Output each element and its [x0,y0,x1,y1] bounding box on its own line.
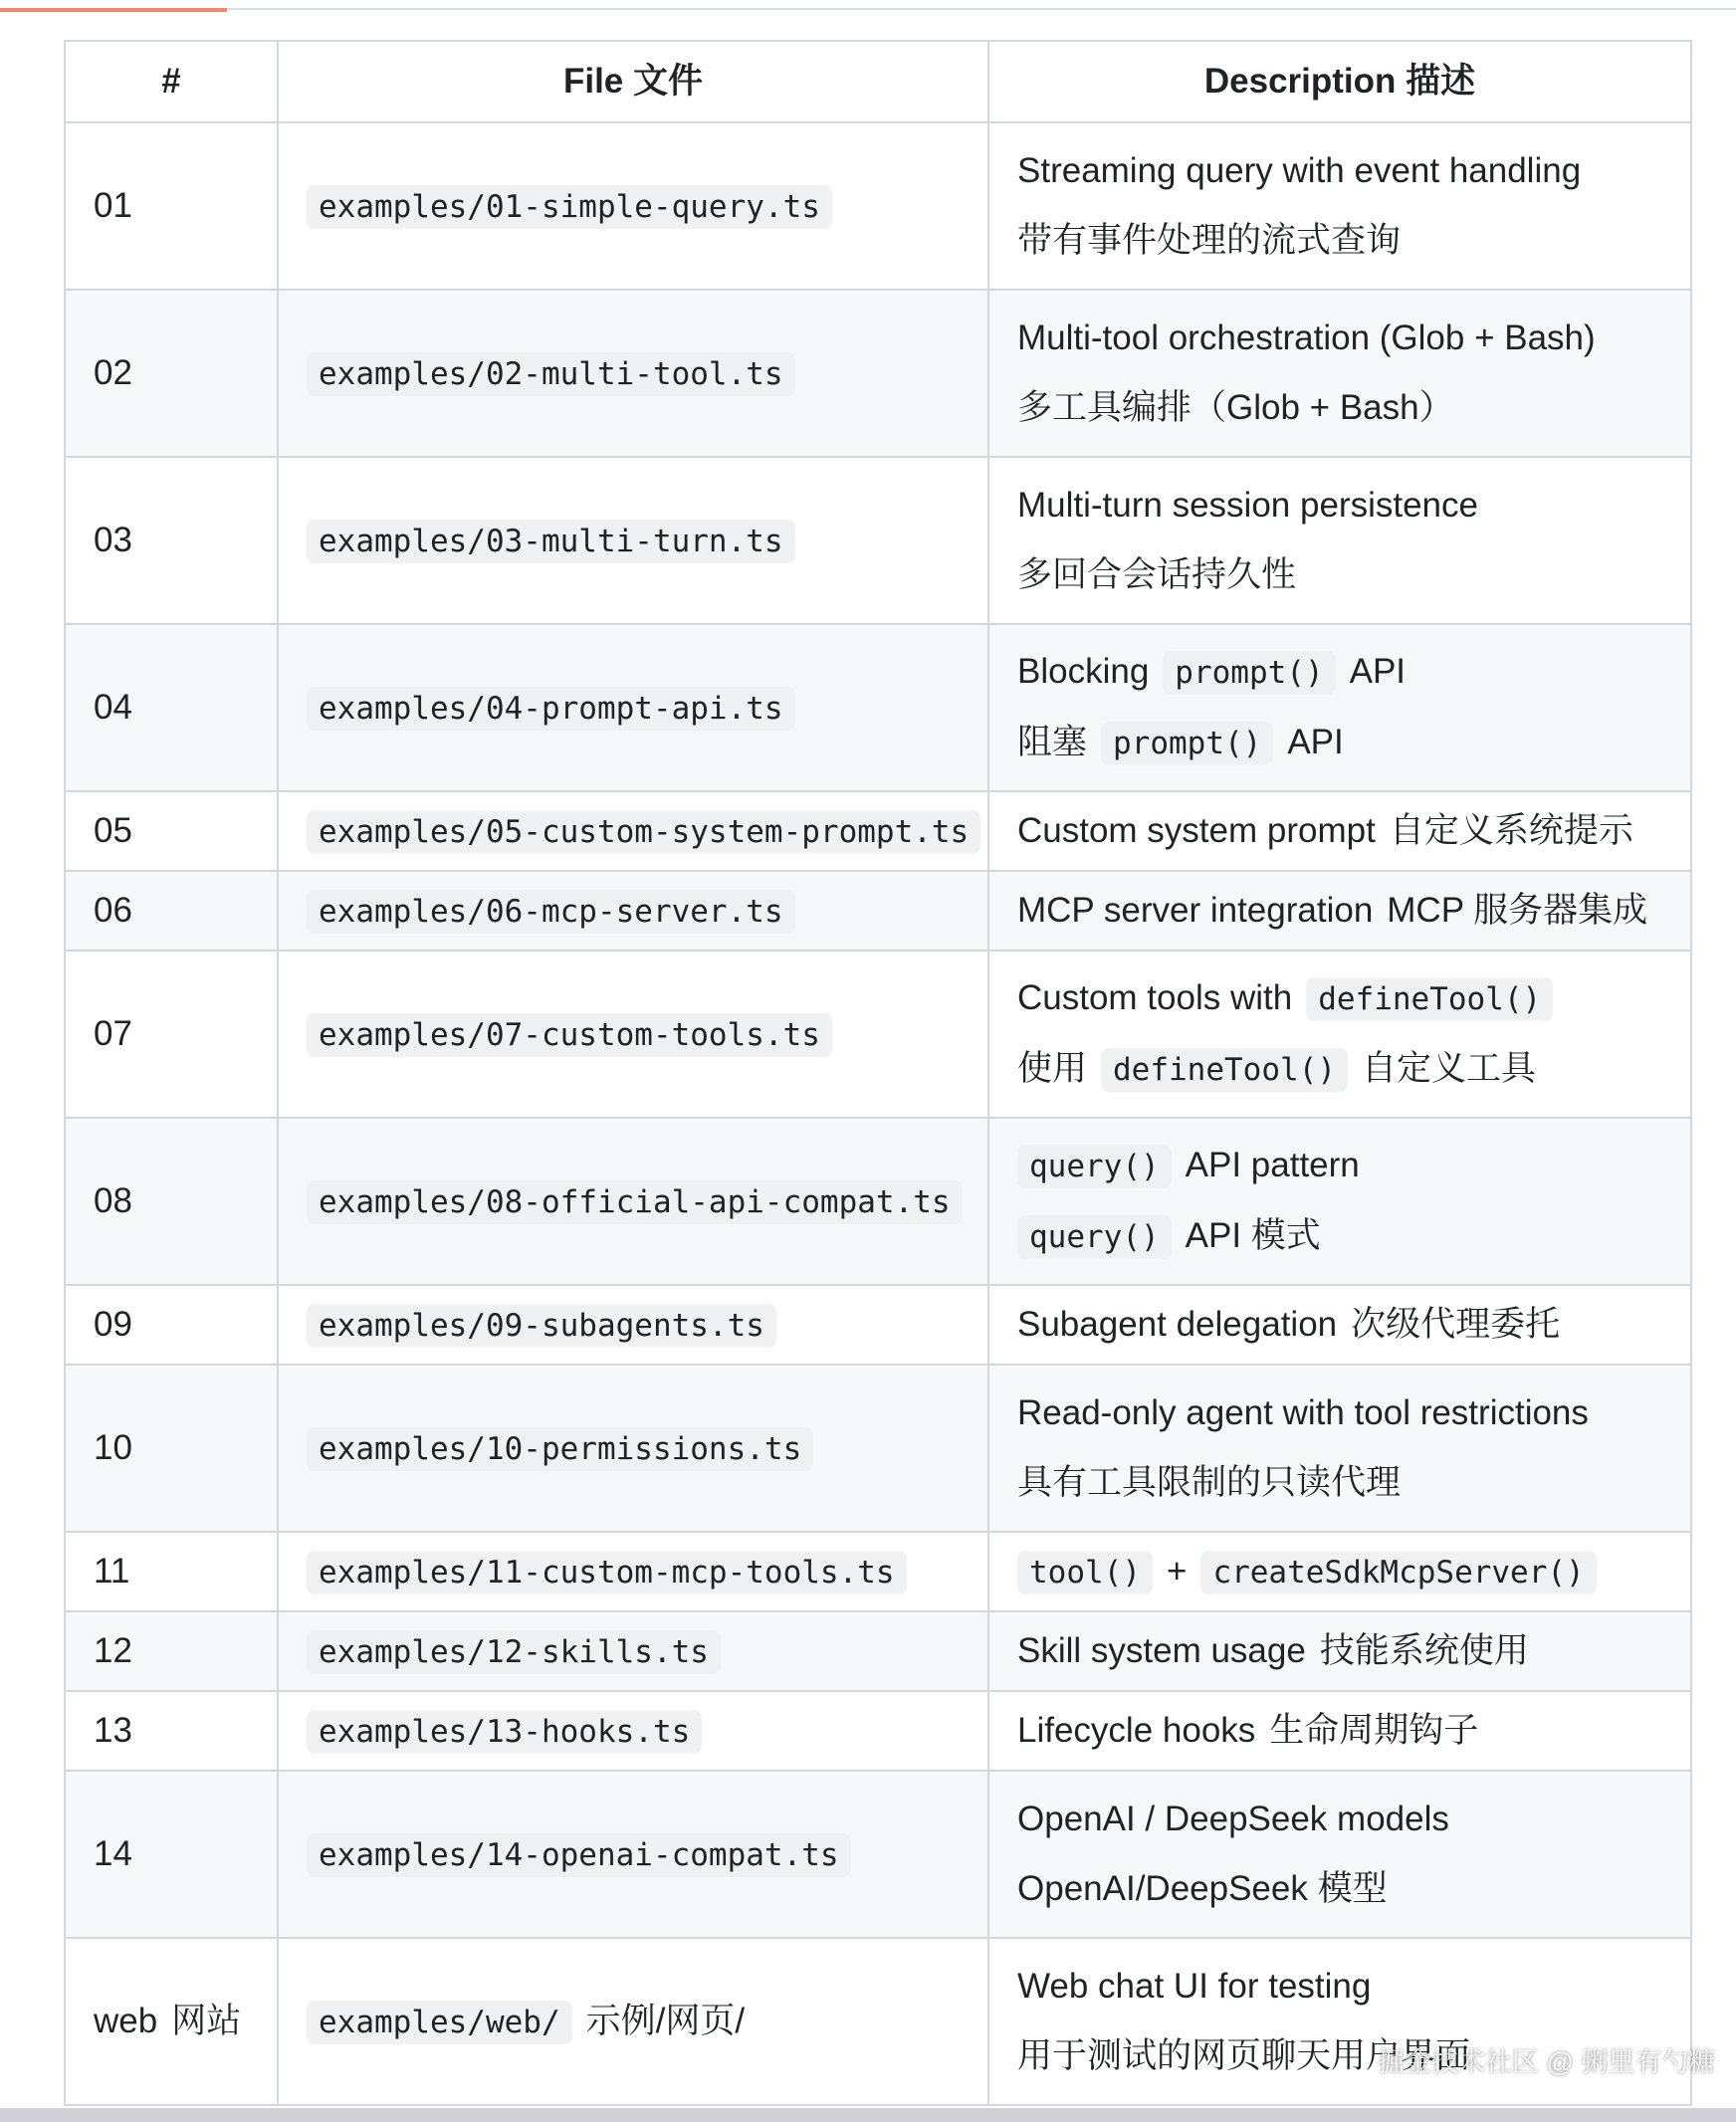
description-text: 自定义工具 [1361,1049,1536,1088]
description-line [1017,1696,1662,1766]
description-cell [988,1611,1691,1691]
description-text: Blocking [1017,652,1150,691]
description-zh: 次级代理委托 [1351,1305,1561,1344]
description-en: Lifecycle hooks [1017,1711,1256,1750]
row-label-zh: 网站 [171,2002,242,2040]
description-zh: 生命周期钩子 [1269,1711,1479,1750]
inline-code: prompt() [1101,722,1273,765]
watermark: 掘金技术社区 @ 粥里有勺糖 [1378,2047,1716,2077]
file-path-code: examples/web/ [307,2001,572,2044]
header-row [65,41,1691,122]
inline-code: tool() [1017,1551,1153,1594]
file-path-code: examples/14-openai-compat.ts [307,1833,851,1877]
examples-table [64,40,1692,2106]
description-cell [988,457,1691,624]
description-zh [1017,1034,1662,1105]
row-number: 11 [65,1532,278,1611]
description-text: API 模式 [1185,1216,1321,1255]
inline-code: query() [1017,1215,1172,1259]
file-path-code: examples/06-mcp-server.ts [307,890,795,934]
description-en: Read-only agent with tool restrictions [1017,1393,1589,1432]
description-line [1017,1537,1662,1607]
file-label-zh: 示例/网页/ [585,2001,746,2040]
table-row [65,1938,1691,2105]
description-cell [988,1532,1691,1611]
file-cell [278,1938,988,2105]
file-path-code: examples/07-custom-tools.ts [307,1013,832,1057]
description-en [1017,637,1662,708]
table-row [65,1691,1691,1771]
description-en: Custom system prompt [1017,811,1376,850]
file-cell [278,1285,988,1365]
description-line [1017,796,1662,866]
file-cell [278,951,988,1118]
description-en: Web chat UI for testing [1017,1967,1372,2006]
bottom-edge-bar [0,2108,1736,2122]
table-row [65,457,1691,624]
table-row [65,290,1691,457]
table-row [65,791,1691,871]
file-path-code: examples/09-subagents.ts [307,1304,776,1348]
file-path-code: examples/01-simple-query.ts [307,185,832,229]
file-cell [278,122,988,290]
description-zh [1017,708,1662,778]
top-divider [0,8,1736,10]
row-number: 09 [65,1285,278,1365]
description-cell [988,1365,1691,1532]
description-text: API [1349,652,1407,691]
inline-code: defineTool() [1101,1048,1348,1092]
description-text: 使用 [1017,1049,1088,1088]
description-en [1017,1131,1662,1201]
inline-code: createSdkMcpServer() [1200,1551,1596,1594]
description-cell [988,290,1691,457]
file-path-code: examples/03-multi-turn.ts [307,520,795,563]
description-cell [988,1285,1691,1365]
file-cell [278,624,988,791]
table-row [65,624,1691,791]
description-line [1017,1290,1662,1360]
description-en: Multi-tool orchestration (Glob + Bash) [1017,318,1596,357]
table-row [65,1118,1691,1285]
description-text: API pattern [1185,1146,1360,1184]
inline-code: prompt() [1163,651,1335,695]
description-text: 阻塞 [1017,723,1088,761]
table-row [65,1285,1691,1365]
row-number: 12 [65,1611,278,1691]
top-accent-bar [0,8,227,12]
file-path-code: examples/08-official-api-compat.ts [307,1180,963,1224]
table-row [65,1365,1691,1532]
description-cell [988,1771,1691,1938]
file-cell [278,791,988,871]
table-row [65,871,1691,951]
file-cell [278,457,988,624]
inline-code: defineTool() [1306,977,1553,1021]
description-en: MCP server integration [1017,891,1374,930]
description-en: Subagent delegation [1017,1305,1338,1344]
description-en: Streaming query with event handling [1017,151,1582,190]
description-cell [988,1118,1691,1285]
table-row [65,1532,1691,1611]
file-cell [278,1691,988,1771]
description-zh: MCP 服务器集成 [1387,891,1648,930]
description-cell [988,951,1691,1118]
description-cell [988,624,1691,791]
row-number: 01 [65,122,278,290]
description-cell [988,791,1691,871]
inline-code: query() [1017,1145,1172,1188]
file-cell [278,1365,988,1532]
row-number: 04 [65,624,278,791]
header-description: Description 描述 [988,41,1691,122]
row-number: 03 [65,457,278,624]
header-num: # [65,41,278,122]
table-row [65,1771,1691,1938]
file-path-code: examples/12-skills.ts [307,1630,721,1674]
description-en: Skill system usage [1017,1631,1306,1670]
description-en: Multi-turn session persistence [1017,486,1478,525]
file-cell [278,871,988,951]
description-en [1017,963,1662,1034]
description-zh: 自定义系统提示 [1389,811,1633,850]
table-row [65,122,1691,290]
description-zh: 多工具编排（Glob + Bash） [1017,388,1454,427]
description-zh: 具有工具限制的只读代理 [1017,1463,1402,1502]
file-cell [278,1771,988,1938]
file-path-code: examples/13-hooks.ts [307,1710,702,1754]
file-path-code: examples/10-permissions.ts [307,1427,813,1471]
file-cell [278,290,988,457]
description-zh: 技能系统使用 [1319,1631,1529,1670]
description-text: API [1287,723,1344,761]
description-en: OpenAI / DeepSeek models [1017,1800,1449,1838]
row-number: 05 [65,791,278,871]
table-row [65,1611,1691,1691]
description-text: Custom tools with [1017,978,1293,1017]
file-path-code: examples/05-custom-system-prompt.ts [307,810,980,854]
description-zh: 带有事件处理的流式查询 [1017,221,1402,260]
header-file: File 文件 [278,41,988,122]
description-zh: 多回合会话持久性 [1017,555,1297,594]
row-label-en: web [94,2002,158,2040]
row-number: 14 [65,1771,278,1938]
description-cell [988,1938,1691,2105]
description-line [1017,876,1662,946]
plus-sign: + [1166,1551,1188,1591]
description-cell [988,1691,1691,1771]
file-cell [278,1611,988,1691]
row-number [65,1938,278,2105]
file-cell [278,1532,988,1611]
row-number: 08 [65,1118,278,1285]
file-path-code: examples/02-multi-tool.ts [307,352,795,396]
table-row [65,951,1691,1118]
file-path-code: examples/11-custom-mcp-tools.ts [307,1551,907,1594]
description-cell [988,871,1691,951]
description-zh: 用于测试的网页聊天用户界面 [1017,2036,1471,2075]
description-cell [988,122,1691,290]
file-cell [278,1118,988,1285]
file-path-code: examples/04-prompt-api.ts [307,687,795,731]
description-line [1017,1616,1662,1686]
description-zh [1017,1201,1662,1272]
row-number: 10 [65,1365,278,1532]
row-number: 02 [65,290,278,457]
row-number: 07 [65,951,278,1118]
description-zh: OpenAI/DeepSeek 模型 [1017,1869,1388,1908]
row-number: 06 [65,871,278,951]
row-number: 13 [65,1691,278,1771]
